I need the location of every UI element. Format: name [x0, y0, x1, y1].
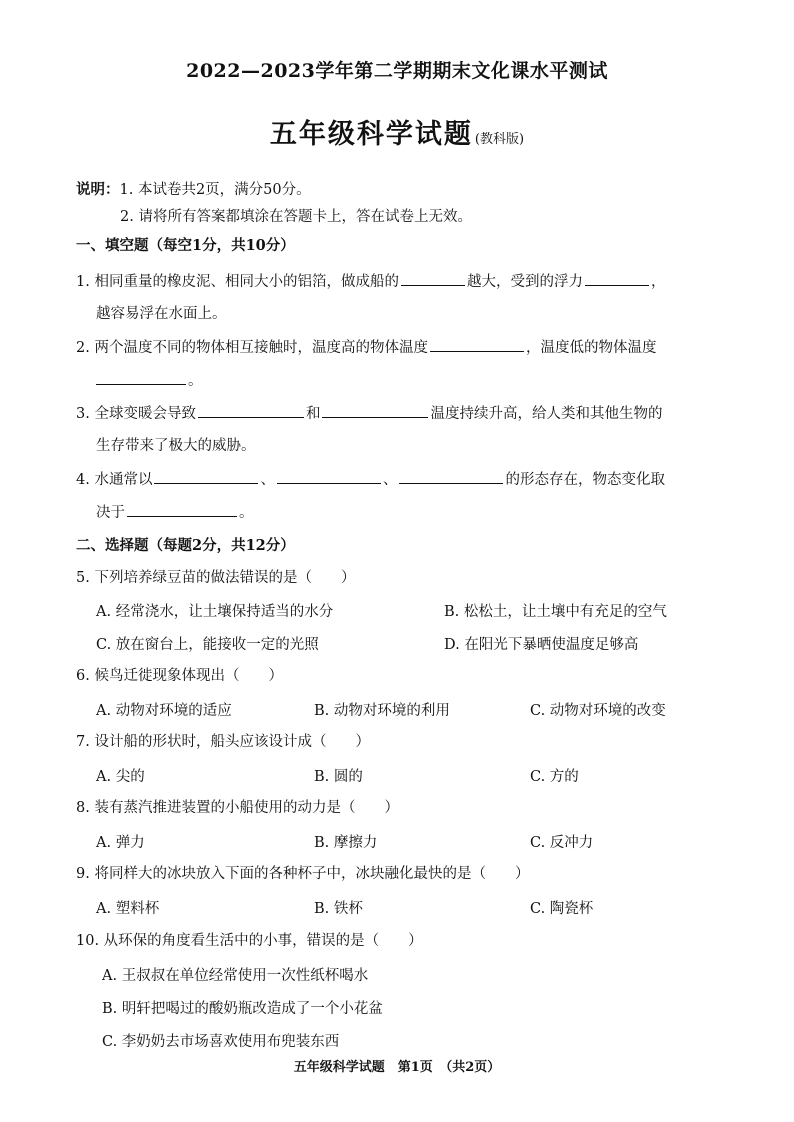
question-text: 相同重量的橡皮泥、相同大小的铝箔，做成船的 — [94, 274, 399, 290]
question-6-option-c: C. 动物对环境的改变 — [530, 703, 666, 719]
answer-blank — [401, 271, 465, 286]
question-10-stem: 10. 从环保的角度看生活中的小事，错误的是（ ） — [76, 933, 423, 949]
question-7-option-a: A. 尖的 — [96, 769, 145, 785]
subject-title — [0, 112, 794, 151]
answer-blank — [430, 337, 524, 352]
question-8-option-a: A. 弹力 — [96, 835, 145, 851]
question-4-line2 — [96, 502, 254, 523]
page-footer: 五年级科学试题 第1页 （共2页） — [293, 1060, 501, 1075]
answer-blank — [399, 469, 503, 484]
question-6-option-b: B. 动物对环境的利用 — [314, 703, 450, 719]
question-text: 。 — [188, 373, 203, 389]
question-9-option-c: C. 陶瓷杯 — [530, 901, 594, 917]
answer-blank — [585, 271, 649, 286]
question-1-line2: 越容易浮在水面上。 — [96, 306, 227, 322]
edition-label: (教科版) — [474, 132, 525, 147]
question-5-stem: 5. 下列培养绿豆苗的做法错误的是（ ） — [76, 570, 356, 586]
question-number: 4. — [76, 472, 90, 488]
question-3-line2: 生存带来了极大的威胁。 — [96, 438, 256, 454]
section1-heading: 一、填空题（每空1分，共10分） — [76, 237, 295, 254]
question-10-option-a: A. 王叔叔在单位经常使用一次性纸杯喝水 — [102, 968, 369, 984]
question-6-stem: 6. 候鸟迁徙现象体现出（ ） — [76, 668, 283, 684]
question-text: 越大，受到的浮力 — [466, 274, 583, 290]
question-5-option-c: C. 放在窗台上，能接收一定的光照 — [96, 637, 319, 653]
question-text: 水通常以 — [94, 472, 153, 488]
question-number: 1. — [76, 274, 90, 290]
question-text: ，温度低的物体温度 — [525, 340, 657, 356]
question-2-line1 — [76, 337, 656, 358]
question-9-option-a: A. 塑料杯 — [96, 901, 160, 917]
question-text: ， — [650, 274, 666, 290]
question-text: 。 — [239, 505, 254, 521]
question-9-option-b: B. 铁杯 — [314, 901, 363, 917]
question-4-line1 — [76, 469, 665, 490]
question-6-option-a: A. 动物对环境的适应 — [96, 703, 232, 719]
instructions-line2: 2. 请将所有答案都填涂在答题卡上，答在试卷上无效。 — [120, 209, 472, 225]
answer-blank — [154, 469, 258, 484]
answer-blank — [96, 370, 186, 385]
question-text: 两个温度不同的物体相互接触时，温度高的物体温度 — [94, 340, 428, 356]
question-text: 温度持续升高，给人类和其他生物的 — [430, 406, 663, 422]
answer-blank — [127, 502, 237, 517]
question-text: 、 — [260, 472, 275, 488]
question-number: 2. — [76, 340, 90, 356]
instructions-label: 说明： — [76, 181, 120, 198]
exam-title: 2022—2023学年第二学期期末文化课水平测试 — [186, 60, 608, 82]
question-5-option-d: D. 在阳光下暴晒使温度足够高 — [444, 637, 639, 653]
question-text: 决于 — [96, 505, 125, 521]
answer-blank — [322, 403, 428, 418]
question-5-option-a: A. 经常浇水，让土壤保持适当的水分 — [96, 604, 334, 620]
subject-name: 五年级科学试题 — [269, 119, 473, 150]
answer-blank — [277, 469, 381, 484]
question-9-stem: 9. 将同样大的冰块放入下面的各种杯子中，冰块融化最快的是（ ） — [76, 866, 530, 882]
question-10-option-c: C. 李奶奶去市场喜欢使用布兜装东西 — [102, 1034, 340, 1050]
question-8-stem: 8. 装有蒸汽推进装置的小船使用的动力是（ ） — [76, 800, 399, 816]
question-7-option-b: B. 圆的 — [314, 769, 363, 785]
question-number: 3. — [76, 406, 90, 422]
section2-heading: 二、选择题（每题2分，共12分） — [76, 537, 295, 554]
question-3-line1 — [76, 403, 662, 424]
question-10-option-b: B. 明轩把喝过的酸奶瓶改造成了一个小花盆 — [102, 1001, 383, 1017]
answer-blank — [198, 403, 304, 418]
question-text: 和 — [305, 406, 321, 422]
question-text: 全球变暖会导致 — [94, 406, 196, 422]
question-8-option-c: C. 反冲力 — [530, 835, 594, 851]
question-5-option-b: B. 松松土，让土壤中有充足的空气 — [444, 604, 667, 620]
question-2-line2 — [96, 370, 203, 391]
question-8-option-b: B. 摩擦力 — [314, 835, 378, 851]
instructions-text1: 1. 本试卷共2页，满分50分。 — [119, 182, 311, 198]
instructions-line1 — [76, 180, 311, 200]
question-1-line1 — [76, 271, 665, 292]
question-7-option-c: C. 方的 — [530, 769, 579, 785]
question-7-stem: 7. 设计船的形状时，船头应该设计成（ ） — [76, 734, 370, 750]
question-text: 的形态存在，物态变化取 — [505, 472, 665, 488]
question-text: 、 — [382, 472, 398, 488]
